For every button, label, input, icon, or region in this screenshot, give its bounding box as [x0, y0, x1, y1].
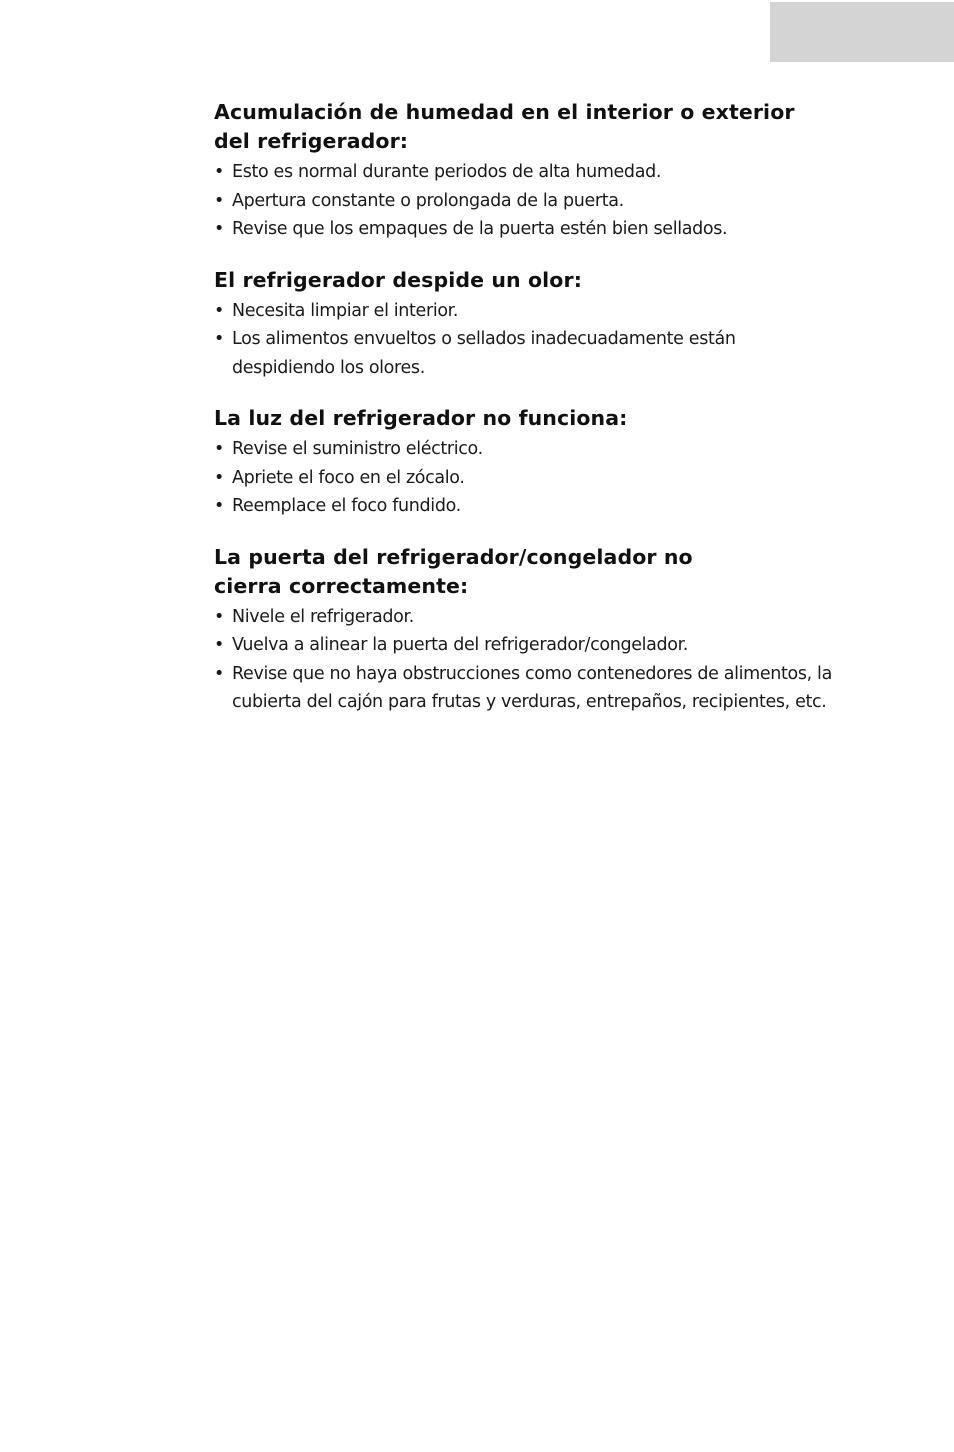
section-humidity: [214, 98, 864, 244]
section-title: La puerta del refrigerador/congelador no cierra correctamente:: [214, 544, 693, 598]
bullet-list: [214, 603, 864, 717]
list-item: • Revise que no haya obstrucciones como contenedores de alimentos, la cubierta del cajón para frutas y verduras, entrepaños, recipientes, etc.: [214, 660, 864, 717]
list-item: • Revise que los empaques de la puerta estén bien sellados.: [214, 215, 864, 244]
bullet-list: [214, 297, 864, 383]
page-corner-tab: [770, 2, 954, 62]
list-item: • Los alimentos envueltos o sellados inadecuadamente están despidiendo los olores.: [214, 325, 762, 382]
section-title: La luz del refrigerador no funciona:: [214, 406, 628, 430]
list-item: • Nivele el refrigerador.: [214, 603, 864, 632]
list-item: • Necesita limpiar el interior.: [214, 297, 864, 326]
bullet-list: [214, 435, 864, 521]
list-item: • Vuelva a alinear la puerta del refrigerador/congelador.: [214, 631, 864, 660]
section-odor: [214, 266, 864, 383]
list-item: • Apertura constante o prolongada de la puerta.: [214, 187, 864, 216]
section-door: [214, 543, 864, 717]
bullet-list: [214, 158, 864, 244]
list-item: • Reemplace el foco fundido.: [214, 492, 864, 521]
list-item: • Apriete el foco en el zócalo.: [214, 464, 864, 493]
section-title: El refrigerador despide un olor:: [214, 267, 582, 292]
list-item: • Esto es normal durante periodos de alta humedad.: [214, 158, 864, 187]
list-item: • Revise el suministro eléctrico.: [214, 435, 864, 464]
section-light: [214, 404, 864, 521]
troubleshooting-content: [214, 98, 864, 739]
section-title: Acumulación de humedad en el interior o exterior del refrigerador:: [214, 100, 795, 153]
